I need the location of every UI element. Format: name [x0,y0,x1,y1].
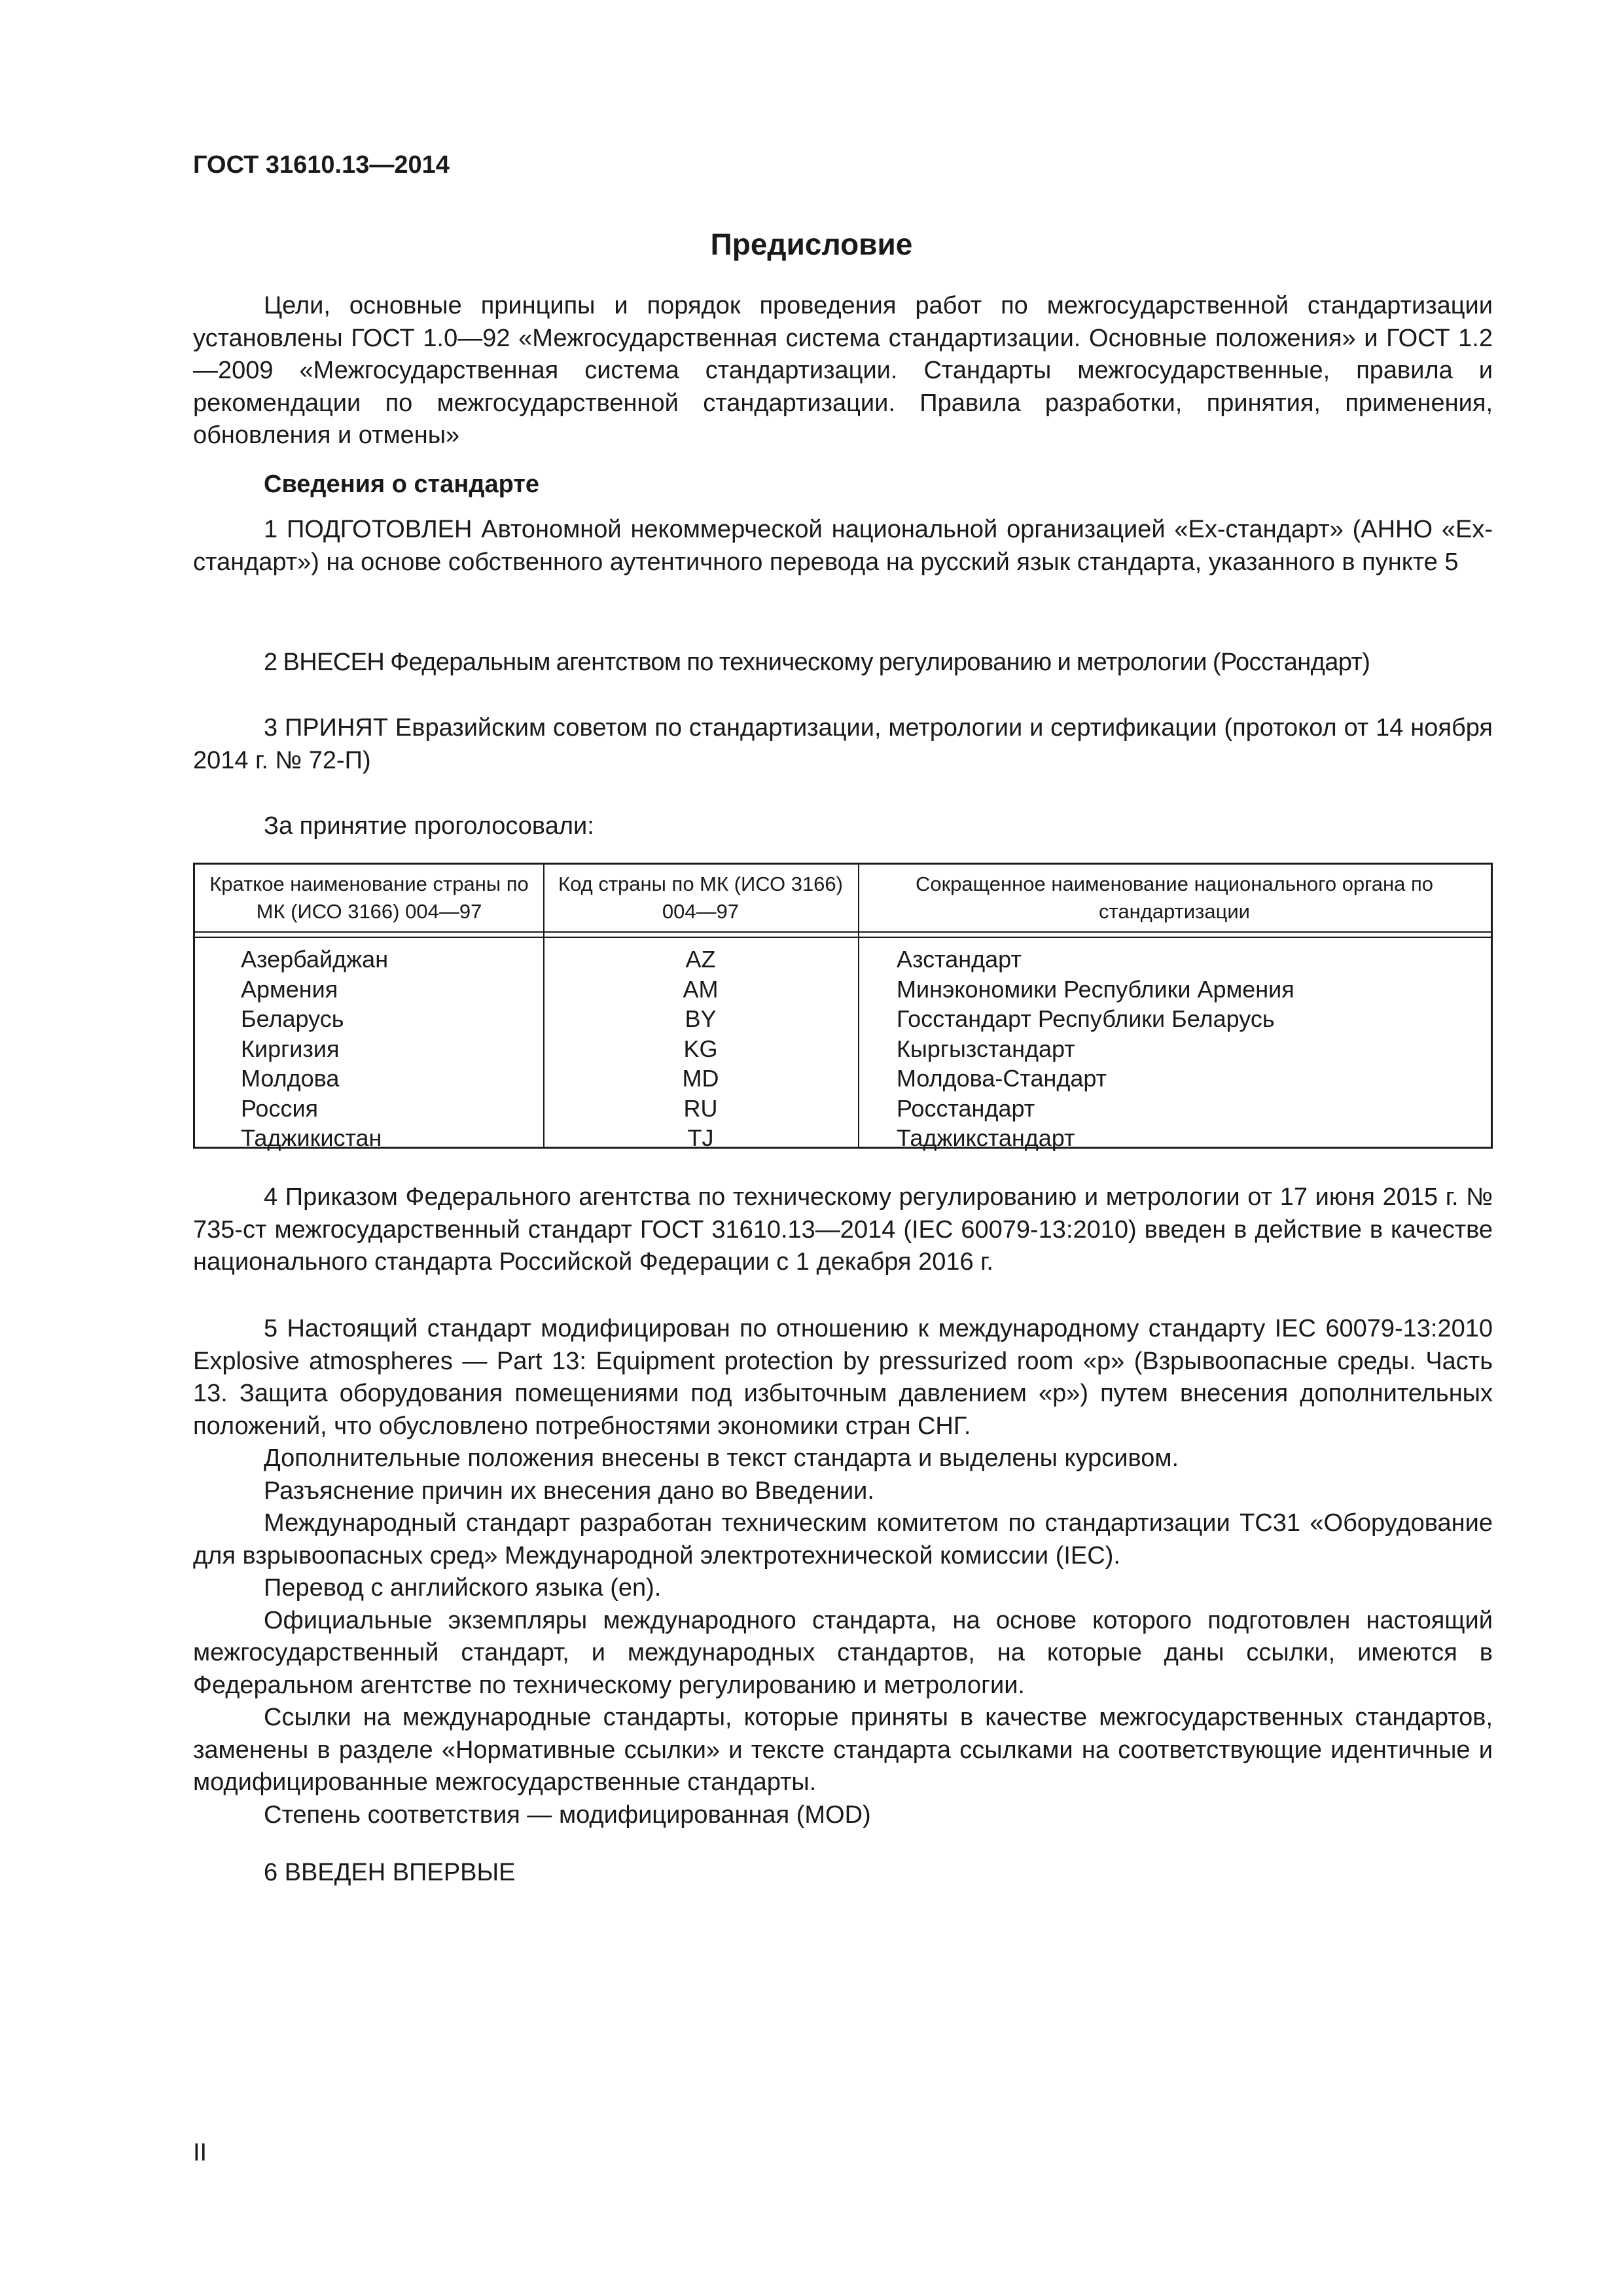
table-cell: KG [683,1035,718,1062]
table-cell: Россия [241,1094,319,1122]
table-cell: Таджикистан [241,1124,382,1151]
voting-table [193,863,1493,1149]
table-header-country: Краткое наименование страны по МК (ИСО 3166) 004—97 [209,872,529,923]
table-divider [195,937,1491,938]
item-1 [193,514,1493,579]
item-6-text: 6 ВВЕДЕН ВПЕРВЫЕ [264,1859,516,1886]
item-5-text: 5 Настоящий стандарт модифицирован по отношению к международному стандарту IEC 60079-13:2010 Explosive atmospheres — Part 13: Equipment protection by pressurized room «p» (Взрывоопасные среды. Часть 13. Защита оборудования помещениями под избыточным давлением «р») путем внесения дополнительных положений, что обусловлено потребностями экономики стран СНГ. [193,1315,1493,1440]
intro-text: Цели, основные принципы и порядок проведения работ по межгосударственной стандартизации установлены ГОСТ 1.0—92 «Межгосударственная система стандартизации. Основные положения» и ГОСТ 1.2—2009 «Межгосударственная система стандартизации. Стандарты межгосударственные, правила и рекомендации по межгосударственной стандартизации. Правила разработки, принятия, применения, обновления и отмены» [193,292,1493,449]
table-column-code [543,944,858,1153]
table-divider [195,931,1491,933]
table-column-body [897,944,1294,1153]
item-2 [193,647,1493,679]
item-3 [193,712,1493,777]
table-cell: Киргизия [241,1035,340,1062]
page-title: Предисловие [710,227,913,261]
item-5-paragraph: Официальные экземпляры международного стандарта, на основе которого подготовлен настоящий межгосударственный стандарт, и международных стандартов, на которые даны ссылки, имеются в Федеральном агентстве по техническому регулированию и метрологии. [193,1606,1493,1699]
item-4-text: 4 Приказом Федерального агентства по техническому регулированию и метрологии от 17 июня 2015 г. № 735-ст межгосударственный стандарт ГОСТ 31610.13—2014 (IEC 60079-13:2010) введен в действие в качестве национального стандарта Российской Федерации с 1 декабря 2016 г. [193,1183,1493,1276]
table-column-country [241,944,388,1153]
table-cell: Кыргызстандарт [897,1035,1075,1062]
vote-intro [193,810,1493,843]
table-cell: Росстандарт [897,1094,1035,1122]
table-header-body: Сокращенное наименование национального органа по стандартизации [915,872,1434,923]
item-4 [193,1181,1493,1279]
item-2-text: 2 ВНЕСЕН Федеральным агентством по техническому регулированию и метрологии (Росстандарт) [264,649,1370,676]
table-cell: BY [685,1005,717,1032]
table-cell: Армения [241,975,338,1003]
table-cell: AZ [685,946,716,973]
table-cell: Азстандарт [897,946,1022,973]
item-5-paragraph: Ссылки на международные стандарты, которые приняты в качестве межгосударственных стандартов, заменены в разделе «Нормативные ссылки» и тексте стандарта ссылками на соответствующие идентичные и модифицированные межгосударственные стандарты. [193,1704,1493,1796]
section-heading-text: Сведения о стандарте [264,471,540,498]
table-cell: Азербайджан [241,946,389,973]
item-5-line: Перевод с английского языка (en). [264,1574,662,1602]
table-cell: Молдова-Стандарт [897,1065,1107,1092]
item-5-line: Разъяснение причин их внесения дано во Введении. [264,1477,874,1505]
table-cell: Беларусь [241,1005,344,1032]
table-cell: RU [683,1094,718,1122]
item-5 [193,1313,1493,1831]
intro-paragraph [193,290,1493,452]
vote-intro-text: За принятие проголосовали: [264,812,594,840]
table-cell: Молдова [241,1065,340,1092]
item-3-text: 3 ПРИНЯТ Евразийским советом по стандартизации, метрологии и сертификации (протокол от 14 ноября 2014 г. № 72-П) [193,714,1493,774]
item-5-line: Дополнительные положения внесены в текст стандарта и выделены курсивом. [264,1444,1179,1472]
table-cell: Госстандарт Республики Беларусь [897,1005,1275,1032]
section-heading [193,469,1493,501]
item-6 [193,1857,1493,1890]
item-1-text: 1 ПОДГОТОВЛЕН Автономной некоммерческой национальной организацией «Ех-стандарт» (АННО «Ех-стандарт») на основе собственного аутентичного перевода на русский язык стандарта, указанного в пункте 5 [193,516,1493,576]
table-cell: AM [683,975,719,1003]
item-5-paragraph: Международный стандарт разработан техническим комитетом по стандартизации ТС31 «Оборудование для взрывоопасных сред» Международной электротехнической комиссии (IEC). [193,1509,1493,1570]
table-header-code: Код страны по МК (ИСО 3166) 004—97 [558,872,843,923]
page-number: II [193,2139,207,2166]
table-cell: Таджикстандарт [897,1124,1075,1151]
table-cell: MD [682,1065,719,1092]
table-cell: Минэкономики Республики Армения [897,975,1294,1003]
table-cell: TJ [687,1124,714,1151]
item-5-line: Степень соответствия — модифицированная (MOD) [264,1801,871,1829]
document-code: ГОСТ 31610.13—2014 [193,151,450,179]
